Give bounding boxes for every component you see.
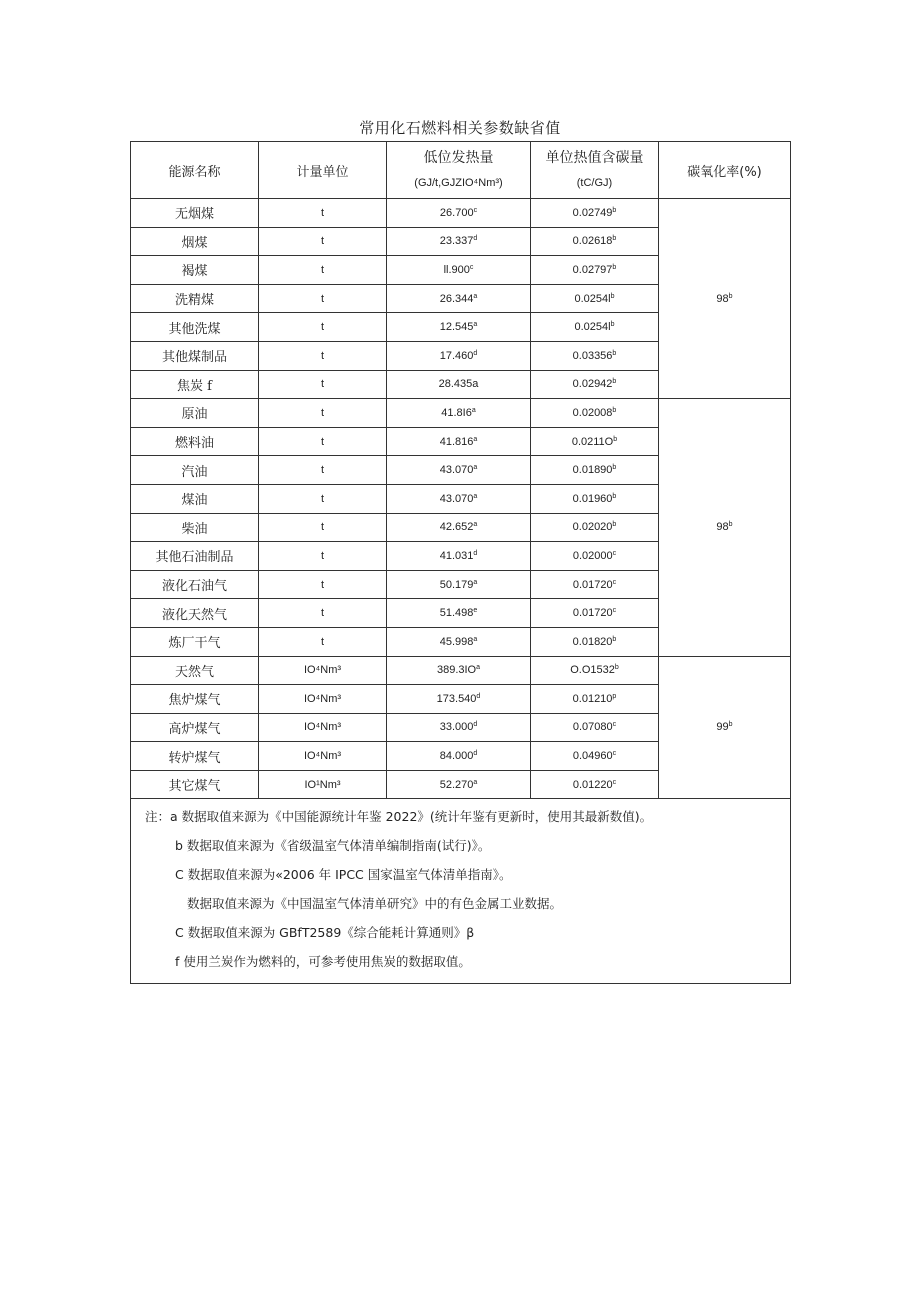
fuel-unit: t xyxy=(259,484,387,513)
carbon-content: 0.01720$^c$ xyxy=(531,599,659,628)
fuel-unit: t xyxy=(259,341,387,370)
carbon-content: $0.0254l^b$ xyxy=(531,284,659,313)
header-row xyxy=(131,142,791,199)
fuel-unit: t xyxy=(259,370,387,399)
fuel-unit: IO⁴Nm³ xyxy=(259,713,387,742)
fuel-name: 焦炉煤气 xyxy=(131,685,259,714)
fuel-name: 其他石油制品 xyxy=(131,542,259,571)
note-line: f 使用兰炭作为燃料的，可参考使用焦炭的数据取值。 xyxy=(175,954,471,970)
carbon-content: $0.0254l^b$ xyxy=(531,313,659,342)
net-calorific-value: $389.3IO^a$ xyxy=(387,656,531,685)
table-row xyxy=(131,399,791,428)
carbon-content: 0.01210$^p$ xyxy=(531,685,659,714)
net-calorific-value: 33.000$^d$ xyxy=(387,713,531,742)
carbon-content: 0.02797$^b$ xyxy=(531,256,659,285)
oxidation-rate: 98$^b$ xyxy=(659,399,791,656)
fuel-name: 液化石油气 xyxy=(131,570,259,599)
fuel-name: 炼厂干气 xyxy=(131,627,259,656)
net-calorific-value: 42.652$^a$ xyxy=(387,513,531,542)
fuel-unit: IO⁴Nm³ xyxy=(259,685,387,714)
carbon-content: 0.02749$^b$ xyxy=(531,199,659,228)
fuel-name: 其它煤气 xyxy=(131,770,259,799)
oxidation-rate: 98$^b$ xyxy=(659,199,791,399)
net-calorific-value: 51.498e xyxy=(387,599,531,628)
fuel-name: 烟煤 xyxy=(131,227,259,256)
fuel-unit: t xyxy=(259,199,387,228)
net-calorific-value: 43.070$^a$ xyxy=(387,484,531,513)
fuel-unit: t xyxy=(259,570,387,599)
header-oxidation: 碳氧化率(%) xyxy=(659,142,791,199)
fuel-unit: IO⁴Nm³ xyxy=(259,656,387,685)
note-line: b 数据取值来源为《省级温室气体清单编制指南(试行)》。 xyxy=(175,838,491,854)
net-calorific-value: 28.435a xyxy=(387,370,531,399)
carbon-content: 0.02942$^b$ xyxy=(531,370,659,399)
fuel-unit: t xyxy=(259,313,387,342)
net-calorific-value: 173.540$^d$ xyxy=(387,685,531,714)
header-ncv: 低位发热量 (GJ/t,GJZIO⁴Nm³) xyxy=(387,142,531,199)
net-calorific-value: 26.700$^c$ xyxy=(387,199,531,228)
net-calorific-value: 45.998$^a$ xyxy=(387,627,531,656)
fuel-name: 洗精煤 xyxy=(131,284,259,313)
carbon-content: 0.01220$^c$ xyxy=(531,770,659,799)
net-calorific-value: 41.816$^a$ xyxy=(387,427,531,456)
net-calorific-value: 43.070$^a$ xyxy=(387,456,531,485)
net-calorific-value: 50.179$^a$ xyxy=(387,570,531,599)
fuel-unit: t xyxy=(259,284,387,313)
note-line: 数据取值来源为《中国温室气体清单研究》中的有色金属工业数据。 xyxy=(187,896,563,912)
carbon-content: 0.01960$^b$ xyxy=(531,484,659,513)
fuel-unit: t xyxy=(259,227,387,256)
carbon-content: O.O1532$^b$ xyxy=(531,656,659,685)
fuel-unit: t xyxy=(259,542,387,571)
fuel-name: 汽油 xyxy=(131,456,259,485)
note-line: C 数据取值来源为«2006 年 IPCC 国家温室气体清单指南》。 xyxy=(175,867,512,883)
carbon-content: 0.02020$^b$ xyxy=(531,513,659,542)
header-carbon: 单位热值含碳量 (tC/GJ) xyxy=(531,142,659,199)
net-calorific-value: 41.031$^d$ xyxy=(387,542,531,571)
fuel-unit: t xyxy=(259,627,387,656)
oxidation-rate: 99$^b$ xyxy=(659,656,791,799)
fuel-name: 褐煤 xyxy=(131,256,259,285)
carbon-content: 0.01820$^b$ xyxy=(531,627,659,656)
fuel-name: 高炉煤气 xyxy=(131,713,259,742)
net-calorific-value: 26.344$^a$ xyxy=(387,284,531,313)
fuel-unit: IO¹Nm³ xyxy=(259,770,387,799)
carbon-content: $0.0211O^b$ xyxy=(531,427,659,456)
header-unit: 计量单位 xyxy=(259,142,387,199)
fuel-name: 无烟煤 xyxy=(131,199,259,228)
fuel-unit: t xyxy=(259,456,387,485)
note-line: 注：a 数据取值来源为《中国能源统计年鉴 2022》(统计年鉴有更新时，使用其最新数值)。 xyxy=(145,809,653,825)
note-line: C 数据取值来源为 GBfT2589《综合能耗计算通则》β xyxy=(175,925,475,941)
fuel-unit: t xyxy=(259,513,387,542)
net-calorific-value: ll.900$^c$ xyxy=(387,256,531,285)
fuel-name: 转炉煤气 xyxy=(131,742,259,771)
fuel-unit: IO⁴Nm³ xyxy=(259,742,387,771)
carbon-content: 0.02008$^b$ xyxy=(531,399,659,428)
carbon-content: 0.02000$^c$ xyxy=(531,542,659,571)
fuel-parameter-table xyxy=(130,141,791,984)
fuel-unit: t xyxy=(259,427,387,456)
net-calorific-value: 17.460$^d$ xyxy=(387,341,531,370)
carbon-content: 0.02618$^b$ xyxy=(531,227,659,256)
notes-cell xyxy=(131,799,791,984)
table-title: 常用化石燃料相关参数缺省值 xyxy=(359,119,561,137)
fuel-unit: t xyxy=(259,599,387,628)
net-calorific-value: 41.8I6$^a$ xyxy=(387,399,531,428)
fuel-name: 原油 xyxy=(131,399,259,428)
table-row xyxy=(131,656,791,685)
fuel-name: 天然气 xyxy=(131,656,259,685)
notes-row xyxy=(131,799,791,984)
net-calorific-value: 12.545$^a$ xyxy=(387,313,531,342)
fuel-name: 其他洗煤 xyxy=(131,313,259,342)
carbon-content: 0.01720$^c$ xyxy=(531,570,659,599)
carbon-content: 0.01890$^b$ xyxy=(531,456,659,485)
table-row xyxy=(131,199,791,228)
carbon-content: 0.07080$^c$ xyxy=(531,713,659,742)
fuel-unit: t xyxy=(259,256,387,285)
fuel-name: 柴油 xyxy=(131,513,259,542)
fuel-name: 焦炭 f xyxy=(131,370,259,399)
fuel-name: 液化天然气 xyxy=(131,599,259,628)
fuel-name: 煤油 xyxy=(131,484,259,513)
carbon-content: 0.03356$^b$ xyxy=(531,341,659,370)
net-calorific-value: 84.000$^d$ xyxy=(387,742,531,771)
fuel-name: 燃料油 xyxy=(131,427,259,456)
carbon-content: 0.04960$^c$ xyxy=(531,742,659,771)
net-calorific-value: 52.270$^a$ xyxy=(387,770,531,799)
net-calorific-value: 23.337$^d$ xyxy=(387,227,531,256)
header-name: 能源名称 xyxy=(131,142,259,199)
fuel-name: 其他煤制品 xyxy=(131,341,259,370)
fuel-unit: t xyxy=(259,399,387,428)
